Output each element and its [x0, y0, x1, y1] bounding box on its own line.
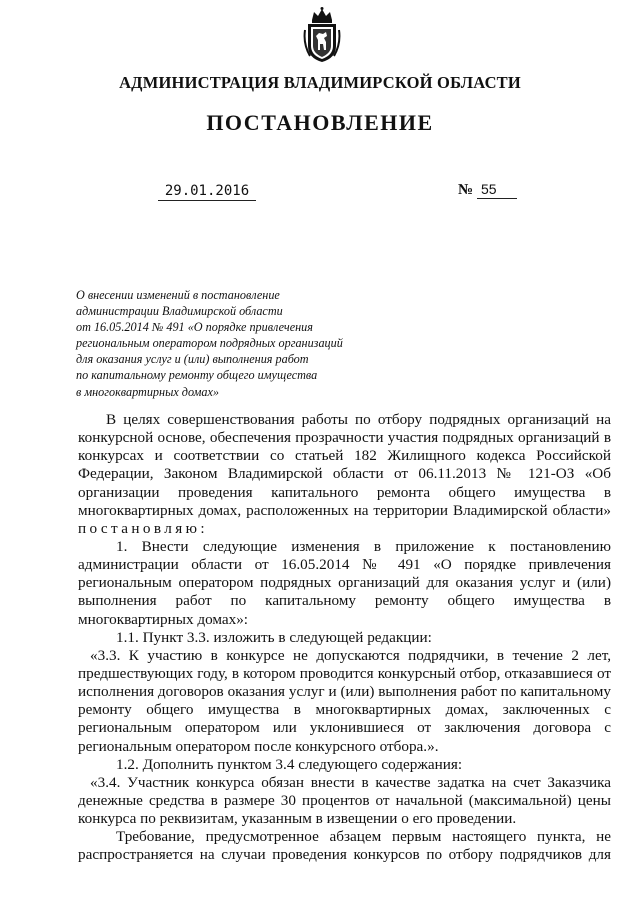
body-line: выполнения работ по капитальному ремонту общего имущества в — [78, 592, 611, 610]
body-line: 1.2. Дополнить пунктом 3.4 следующего содержания: — [116, 755, 463, 773]
organization-title: АДМИНИСТРАЦИЯ ВЛАДИМИРСКОЙ ОБЛАСТИ — [119, 73, 521, 92]
body-line: региональным оператором после конкурсного отбора.». — [78, 737, 439, 755]
document-body — [78, 411, 611, 865]
body-line: конкурса по реквизитам, указанным в извещении о его проведении. — [78, 810, 517, 828]
subject-line: по капитальному ремонту общего имущества — [76, 368, 318, 383]
subject-line: региональным оператором подрядных организаций — [76, 336, 343, 351]
body-line: конкурсах и соответствии со статьей 182 Жилищного кодекса Российской — [78, 447, 611, 465]
body-line: В целях совершенствования работы по отбору подрядных организаций на — [106, 411, 611, 428]
body-line: исполнения договоров оказания услуг и (или) выполнения работ по капитальному — [78, 683, 611, 701]
body-line: Требование, предусмотренное абзацем первым настоящего пункта, не — [116, 828, 611, 846]
body-line: администрации области от 16.05.2014 № 491 «О порядке привлечения — [78, 556, 611, 574]
body-line: Федерации, Законом Владимирской области от 06.11.2013 № 121-ОЗ «Об — [78, 465, 611, 483]
coat-of-arms-icon — [302, 6, 342, 64]
document-number: 55 — [477, 181, 517, 199]
body-line: предшествующих году, в котором проводится конкурсный отбор, отказавшиеся от — [78, 664, 611, 682]
document-date: 29.01.2016 — [158, 183, 256, 201]
body-line: «3.3. К участию в конкурсе не допускаются подрядчики, в течение 2 лет, — [90, 646, 611, 664]
subject-line: О внесении изменений в постановление — [76, 288, 280, 302]
subject-line: администрации Владимирской области — [76, 304, 283, 319]
body-line: конкурсной основе, обеспечения прозрачности участия подрядных организаций в — [78, 429, 611, 447]
body-line: 1. Внести следующие изменения в приложение к постановлению — [116, 537, 611, 555]
body-line: многоквартирных домах, расположенных на территории Владимирской области» — [78, 501, 611, 519]
resolution-word: постановляю: — [78, 519, 209, 537]
subject-line: в многоквартирных домах» — [76, 384, 219, 399]
body-line: «3.4. Участник конкурса обязан внести в качестве задатка на счет Заказчика — [90, 773, 611, 791]
body-line: распространяется на случаи проведения конкурсов по отбору подрядчиков для — [78, 846, 611, 864]
body-line: ремонту общего имущества в многоквартирных домах, заключенных с — [78, 701, 611, 719]
body-line: организации проведения капитального ремонта общего имущества в — [78, 483, 611, 501]
body-line: многоквартирных домах»: — [78, 610, 249, 628]
body-line: региональным оператором подрядных организаций для оказания услуг и (или) — [78, 574, 611, 592]
document-subject — [76, 287, 396, 400]
subject-line: для оказания услуг и (или) выполнения работ — [76, 352, 309, 367]
document-type-title: ПОСТАНОВЛЕНИЕ — [206, 110, 434, 135]
subject-line: от 16.05.2014 № 491 «О порядке привлечения — [76, 320, 313, 335]
body-line: денежные средства в размере 30 процентов от начальной (максимальной) цены — [78, 791, 611, 809]
body-line: региональным оператором или уклонившиеся от заключения договора с — [78, 719, 611, 737]
body-line: 1.1. Пункт 3.3. изложить в следующей редакции: — [116, 628, 432, 646]
number-label: № — [458, 182, 474, 198]
